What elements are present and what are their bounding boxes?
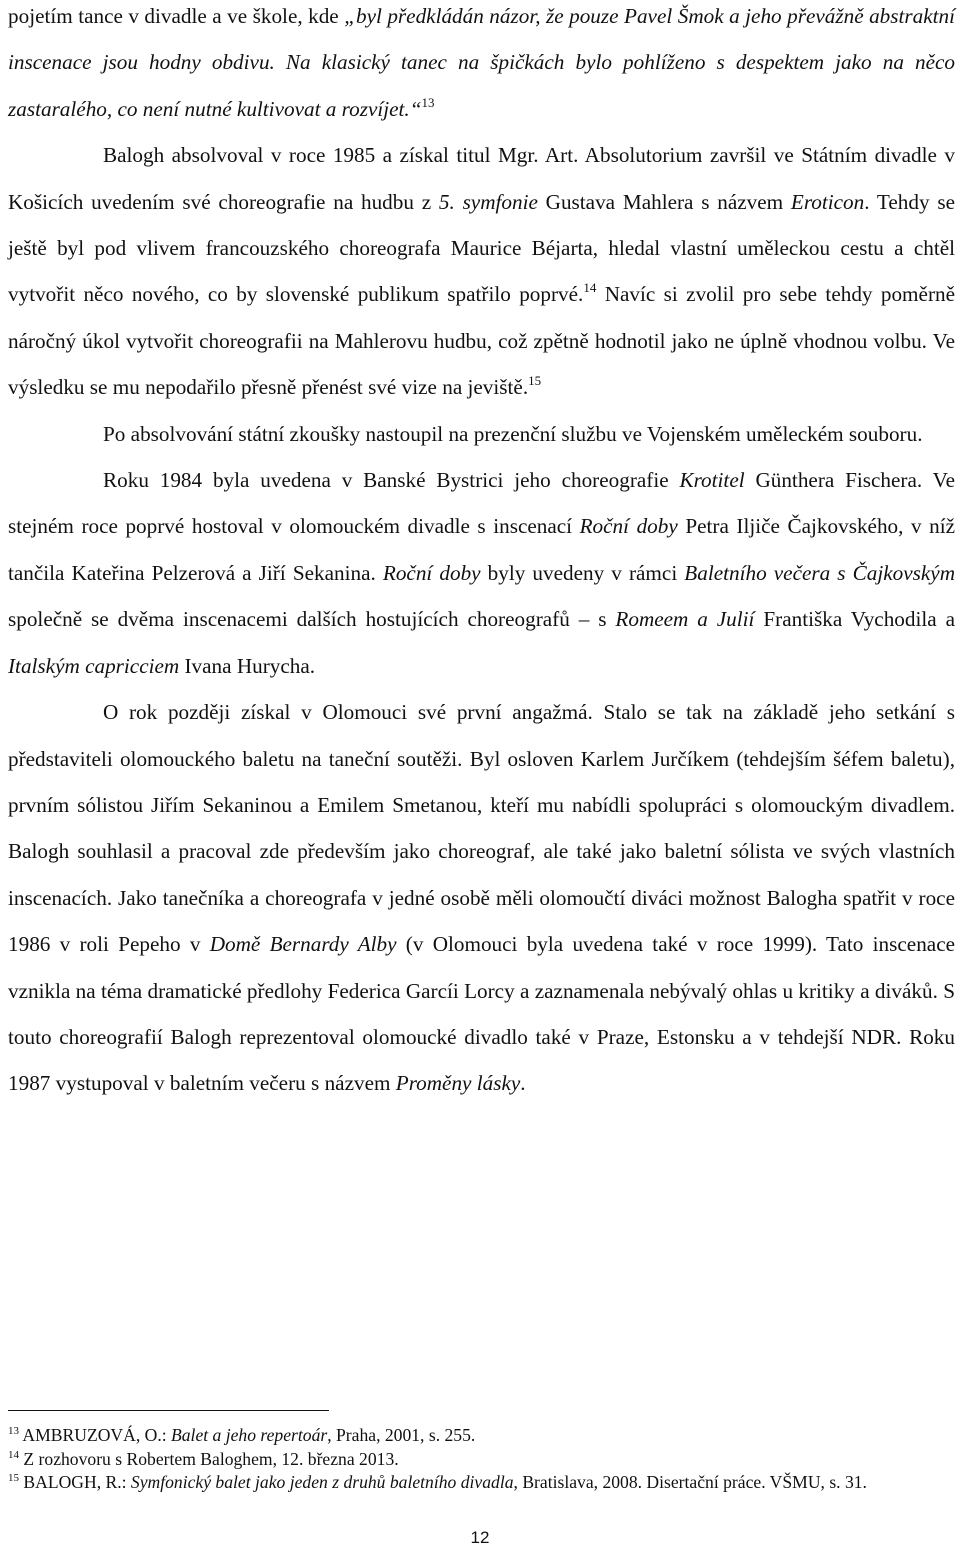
- text-run: Balogh absolvoval v roce 1985 a získal titul Mgr. Art. Absolutorium završil ve Státním divadle v Košicích uvedením své choreografie na hudbu z: [8, 143, 955, 214]
- text-run: pojetím tance v divadle a ve škole, kde: [8, 4, 345, 28]
- work-title-baletni-vecer: Baletního večera s Čajkovským: [684, 560, 956, 585]
- paragraph-banska-bystrica: [8, 457, 955, 689]
- text-run: Roku 1984 byla uvedena v Banské Bystrici jeho choreografie: [103, 468, 680, 493]
- text-run: Gustava Mahlera s názvem: [537, 189, 791, 214]
- text-run: .: [520, 1071, 526, 1096]
- work-title-rocni-doby: Roční doby: [579, 514, 678, 539]
- text-run: (v Olomouci byla uvedena také v roce 1999). Tato inscenace vznikla na téma dramatické předlohy Federica Garcíi Lorcy a zaznamenala nebývalý ohlas u kritiky a diváků. S touto choreografií Balogh reprezentoval olomoucké divadlo také v Praze, Estonsku a v tehdejší NDR. Roku 1987 vystupoval v baletním večeru s názvem: [8, 932, 956, 1096]
- text-run: . Tehdy se ještě byl pod vlivem francouzského choreografa Maurice Béjarta, hledal vlastní uměleckou cestu a chtěl vytvořit něco nového, co by slovenské publikum spatřilo poprvé.: [8, 189, 955, 307]
- paragraph-graduation: [8, 132, 955, 410]
- paragraph-military-service: Po absolvování státní zkoušky nastoupil na prezenční službu ve Vojenském uměleckém souboru.: [103, 421, 923, 446]
- paragraph-quote-continuation: [8, 0, 955, 132]
- quotation: „byl předkládán názor, že pouze Pavel Šmok a jeho převážně abstraktní inscenace jsou hodny obdivu. Na klasický tanec na špičkách bylo pohlíženo s despektem jako na něco zastaralého, co není nutné kultivovat a rozvíjet.“: [8, 4, 955, 121]
- work-title-rocni-doby: Roční doby: [382, 560, 481, 585]
- text-run: Petra Iljiče Čajkovského, v níž tančila Kateřina Pelzerová a Jiří Sekanina.: [8, 514, 956, 585]
- footnote-number: 13: [8, 1425, 19, 1437]
- text-run: společně se dvěma inscenacemi dalších hostujících choreografů – s: [8, 607, 616, 632]
- footnote-text: BALOGH, R.:: [19, 1472, 131, 1492]
- footnotes: [8, 1424, 955, 1495]
- footnote-work-title: Symfonický balet jako jeden z druhů baletního divadla: [130, 1472, 514, 1492]
- footnote-text: , Praha, 2001, s. 255.: [327, 1425, 476, 1445]
- text-run: Günthera Fischera. Ve stejném roce poprvé hostoval v olomouckém divadle s inscenací: [8, 468, 955, 539]
- footnote-ref-13: 13: [421, 94, 435, 110]
- paragraph-olomouc: [8, 689, 955, 1107]
- page-number: 12: [470, 1528, 490, 1547]
- footnote-ref-14: 14: [583, 280, 597, 296]
- work-title-italske-capriccio: Italským capricciem: [8, 653, 180, 678]
- footnote-15: [8, 1471, 955, 1495]
- body-text: [8, 0, 955, 1107]
- footnote-number: 15: [8, 1472, 19, 1484]
- footnote-text: AMBRUZOVÁ, O.:: [19, 1425, 172, 1445]
- text-run: Ivana Hurycha.: [179, 653, 316, 678]
- footnote-separator: [8, 1410, 329, 1411]
- text-run: byly uvedeny v rámci: [480, 560, 685, 585]
- work-title-krotitel: Krotitel: [679, 468, 745, 493]
- footnote-work-title: Balet a jeho repertoár: [171, 1425, 328, 1445]
- footnote-text: , Bratislava, 2008. Disertační práce. VŠMU, s. 31.: [513, 1472, 867, 1492]
- work-title-eroticon: Eroticon: [790, 189, 865, 214]
- footnote-13: [8, 1424, 955, 1448]
- text-run: Navíc si zvolil pro sebe tehdy poměrně náročný úkol vytvořit choreografii na Mahlerovu hudbu, což zpětně hodnotil jako ne úplně vhodnou volbu. Ve výsledku se mu nepodařilo přesně přenést své vize na jeviště.: [8, 282, 955, 400]
- footnote-number: 14: [8, 1448, 19, 1461]
- work-title-romeo-julie: Romeem a Julií: [615, 607, 755, 632]
- text-run: Františka Vychodila a: [754, 607, 955, 632]
- work-title-promeny-lasky: Proměny lásky: [395, 1071, 521, 1096]
- footnote-text: Z rozhovoru s Robertem Baloghem, 12. března 2013.: [19, 1448, 399, 1469]
- text-run: O rok později získal v Olomouci své první angažmá. Stalo se tak na základě jeho setkání s představiteli olomouckého baletu na taneční soutěži. Byl osloven Karlem Jurčíkem (tehdejším šéfem baletu), prvním sólistou Jiřím Sekaninou a Emilem Smetanou, kteří mu nabídli spolupráci s olomouckým divadlem. Balogh souhlasil a pracoval zde především jako choreograf, ale také jako baletní sólista ve svých vlastních inscenacích. Jako tanečníka a choreografa v jedné osobě měli olomoučtí diváci možnost Balogha spatřit v roce 1986 v roli Pepeho v: [8, 700, 955, 957]
- work-title-5th-symphony: 5. symfonie: [438, 189, 538, 214]
- footnote-ref-15: 15: [528, 373, 542, 389]
- footnote-14: [8, 1448, 955, 1472]
- work-title-dum-bernardy-alby: Domě Bernardy Alby: [209, 932, 397, 957]
